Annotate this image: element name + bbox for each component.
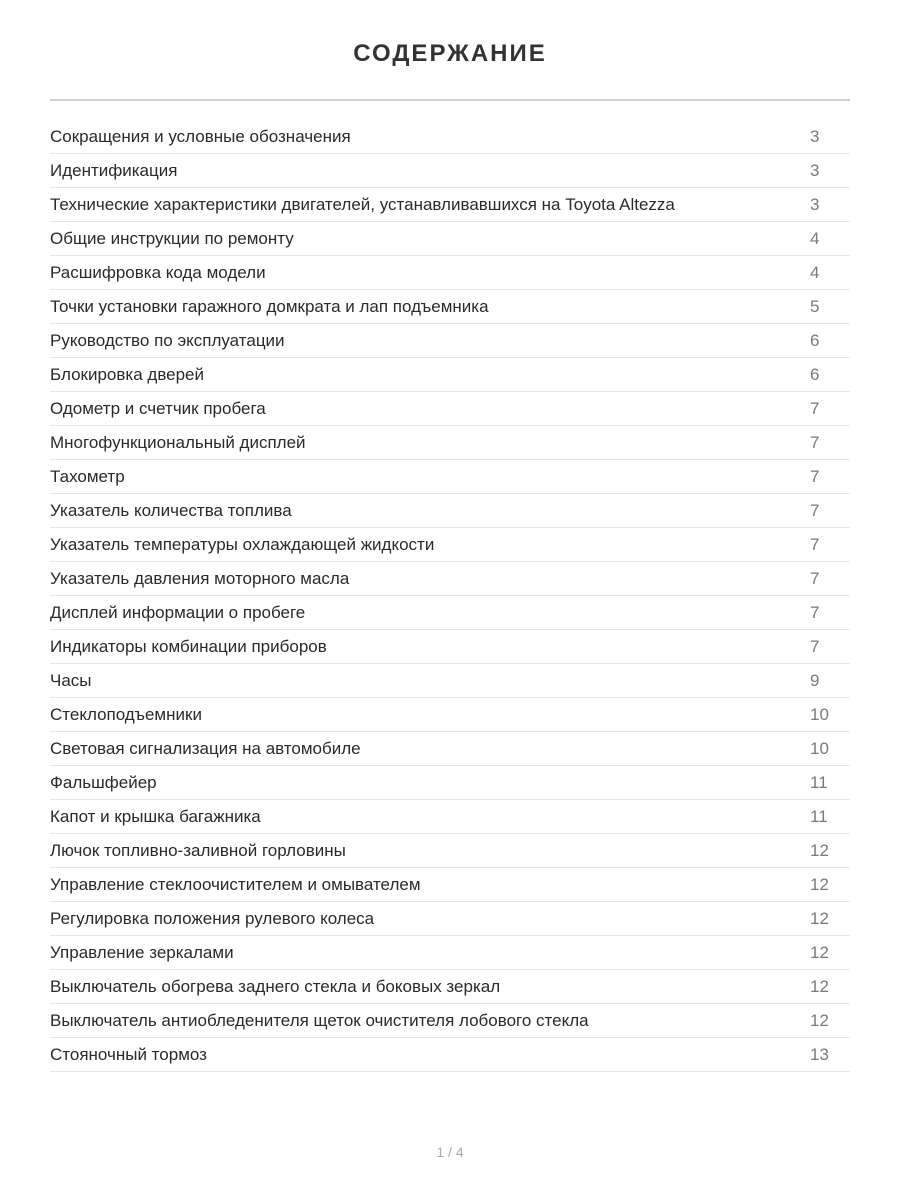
toc-entry[interactable] xyxy=(50,902,850,936)
toc-entry[interactable] xyxy=(50,868,850,902)
toc-entry[interactable] xyxy=(50,222,850,256)
toc-entry-page-number: 7 xyxy=(810,398,820,418)
toc-entry-page-number: 4 xyxy=(810,228,820,248)
toc-entry[interactable] xyxy=(50,732,850,766)
toc-entry-label: Лючок топливно-заливной горловины xyxy=(50,840,346,860)
toc-entry-page-number: 3 xyxy=(810,126,820,146)
toc-entry-label: Указатель количества топлива xyxy=(50,500,292,520)
toc-entry[interactable] xyxy=(50,698,850,732)
toc-entry-page-number: 7 xyxy=(810,432,820,452)
toc-entry-page-number: 7 xyxy=(810,500,820,520)
toc-entry-page-number: 7 xyxy=(810,534,820,554)
table-of-contents xyxy=(50,120,850,1072)
toc-entry-label: Часы xyxy=(50,670,92,690)
toc-entry-label: Руководство по эксплуатации xyxy=(50,330,285,350)
toc-entry[interactable] xyxy=(50,528,850,562)
page-title: СОДЕРЖАНИЕ xyxy=(353,40,547,67)
toc-entry-label: Общие инструкции по ремонту xyxy=(50,228,294,248)
toc-entry-page-number: 10 xyxy=(810,704,829,724)
toc-entry[interactable] xyxy=(50,630,850,664)
toc-entry-label: Блокировка дверей xyxy=(50,364,205,384)
toc-entry-label: Дисплей информации о пробеге xyxy=(50,602,306,622)
toc-entry-label: Указатель температуры охлаждающей жидкости xyxy=(50,534,435,554)
toc-entry[interactable] xyxy=(50,766,850,800)
toc-entry[interactable] xyxy=(50,936,850,970)
toc-entry-label: Расшифровка кода модели xyxy=(50,262,266,282)
toc-entry-label: Одометр и счетчик пробега xyxy=(50,398,266,418)
toc-entry-page-number: 12 xyxy=(810,942,829,962)
toc-entry[interactable] xyxy=(50,970,850,1004)
toc-entry-label: Регулировка положения рулевого колеса xyxy=(50,908,375,928)
toc-entry-label: Идентификация xyxy=(50,160,178,180)
toc-entry-page-number: 10 xyxy=(810,738,829,758)
toc-entry-label: Указатель давления моторного масла xyxy=(50,568,350,588)
toc-entry[interactable] xyxy=(50,290,850,324)
toc-entry-page-number: 9 xyxy=(810,670,820,690)
toc-entry[interactable] xyxy=(50,188,850,222)
toc-entry-page-number: 12 xyxy=(810,1010,829,1030)
toc-entry-page-number: 3 xyxy=(810,194,820,214)
toc-entry-label: Стеклоподъемники xyxy=(50,704,202,724)
toc-entry-page-number: 11 xyxy=(810,772,828,792)
toc-entry[interactable] xyxy=(50,426,850,460)
toc-entry[interactable] xyxy=(50,120,850,154)
toc-entry-page-number: 5 xyxy=(810,296,820,316)
toc-entry-label: Индикаторы комбинации приборов xyxy=(50,636,327,656)
title-divider xyxy=(50,99,850,101)
toc-entry[interactable] xyxy=(50,562,850,596)
toc-entry-page-number: 7 xyxy=(810,636,820,656)
toc-entry[interactable] xyxy=(50,460,850,494)
toc-entry[interactable] xyxy=(50,358,850,392)
toc-entry[interactable] xyxy=(50,154,850,188)
toc-entry-label: Точки установки гаражного домкрата и лап подъемника xyxy=(50,296,489,316)
toc-entry[interactable] xyxy=(50,324,850,358)
toc-entry-page-number: 4 xyxy=(810,262,820,282)
toc-entry-page-number: 11 xyxy=(810,806,828,826)
toc-entry-label: Сокращения и условные обозначения xyxy=(50,126,351,146)
toc-entry-label: Выключатель антиобледенителя щеток очистителя лобового стекла xyxy=(50,1010,589,1030)
toc-entry-label: Тахометр xyxy=(50,466,125,486)
toc-entry-label: Выключатель обогрева заднего стекла и боковых зеркал xyxy=(50,976,501,996)
toc-entry[interactable] xyxy=(50,834,850,868)
toc-entry-page-number: 3 xyxy=(810,160,820,180)
toc-entry-page-number: 7 xyxy=(810,568,820,588)
toc-entry[interactable] xyxy=(50,392,850,426)
toc-entry-label: Капот и крышка багажника xyxy=(50,806,261,826)
toc-entry-label: Стояночный тормоз xyxy=(50,1044,207,1064)
toc-entry-page-number: 12 xyxy=(810,874,829,894)
toc-entry[interactable] xyxy=(50,494,850,528)
toc-entry-page-number: 13 xyxy=(810,1044,829,1064)
toc-entry-page-number: 12 xyxy=(810,908,829,928)
toc-entry-page-number: 6 xyxy=(810,364,820,384)
toc-entry[interactable] xyxy=(50,664,850,698)
page-counter: 1 / 4 xyxy=(436,1144,464,1160)
toc-entry-page-number: 6 xyxy=(810,330,820,350)
toc-entry[interactable] xyxy=(50,596,850,630)
toc-entry-label: Управление стеклоочистителем и омывателем xyxy=(50,874,421,894)
toc-entry-page-number: 12 xyxy=(810,840,829,860)
toc-entry[interactable] xyxy=(50,1038,850,1072)
toc-entry-label: Фальшфейер xyxy=(50,772,157,792)
toc-entry[interactable] xyxy=(50,800,850,834)
toc-entry-page-number: 7 xyxy=(810,602,820,622)
toc-entry-label: Световая сигнализация на автомобиле xyxy=(50,738,361,758)
toc-entry-label: Управление зеркалами xyxy=(50,942,234,962)
toc-entry-page-number: 7 xyxy=(810,466,820,486)
toc-entry[interactable] xyxy=(50,256,850,290)
toc-entry-page-number: 12 xyxy=(810,976,829,996)
toc-entry-label: Технические характеристики двигателей, устанавливавшихся на Toyota Altezza xyxy=(50,194,675,214)
toc-entry-label: Многофункциональный дисплей xyxy=(50,432,306,452)
toc-entry[interactable] xyxy=(50,1004,850,1038)
